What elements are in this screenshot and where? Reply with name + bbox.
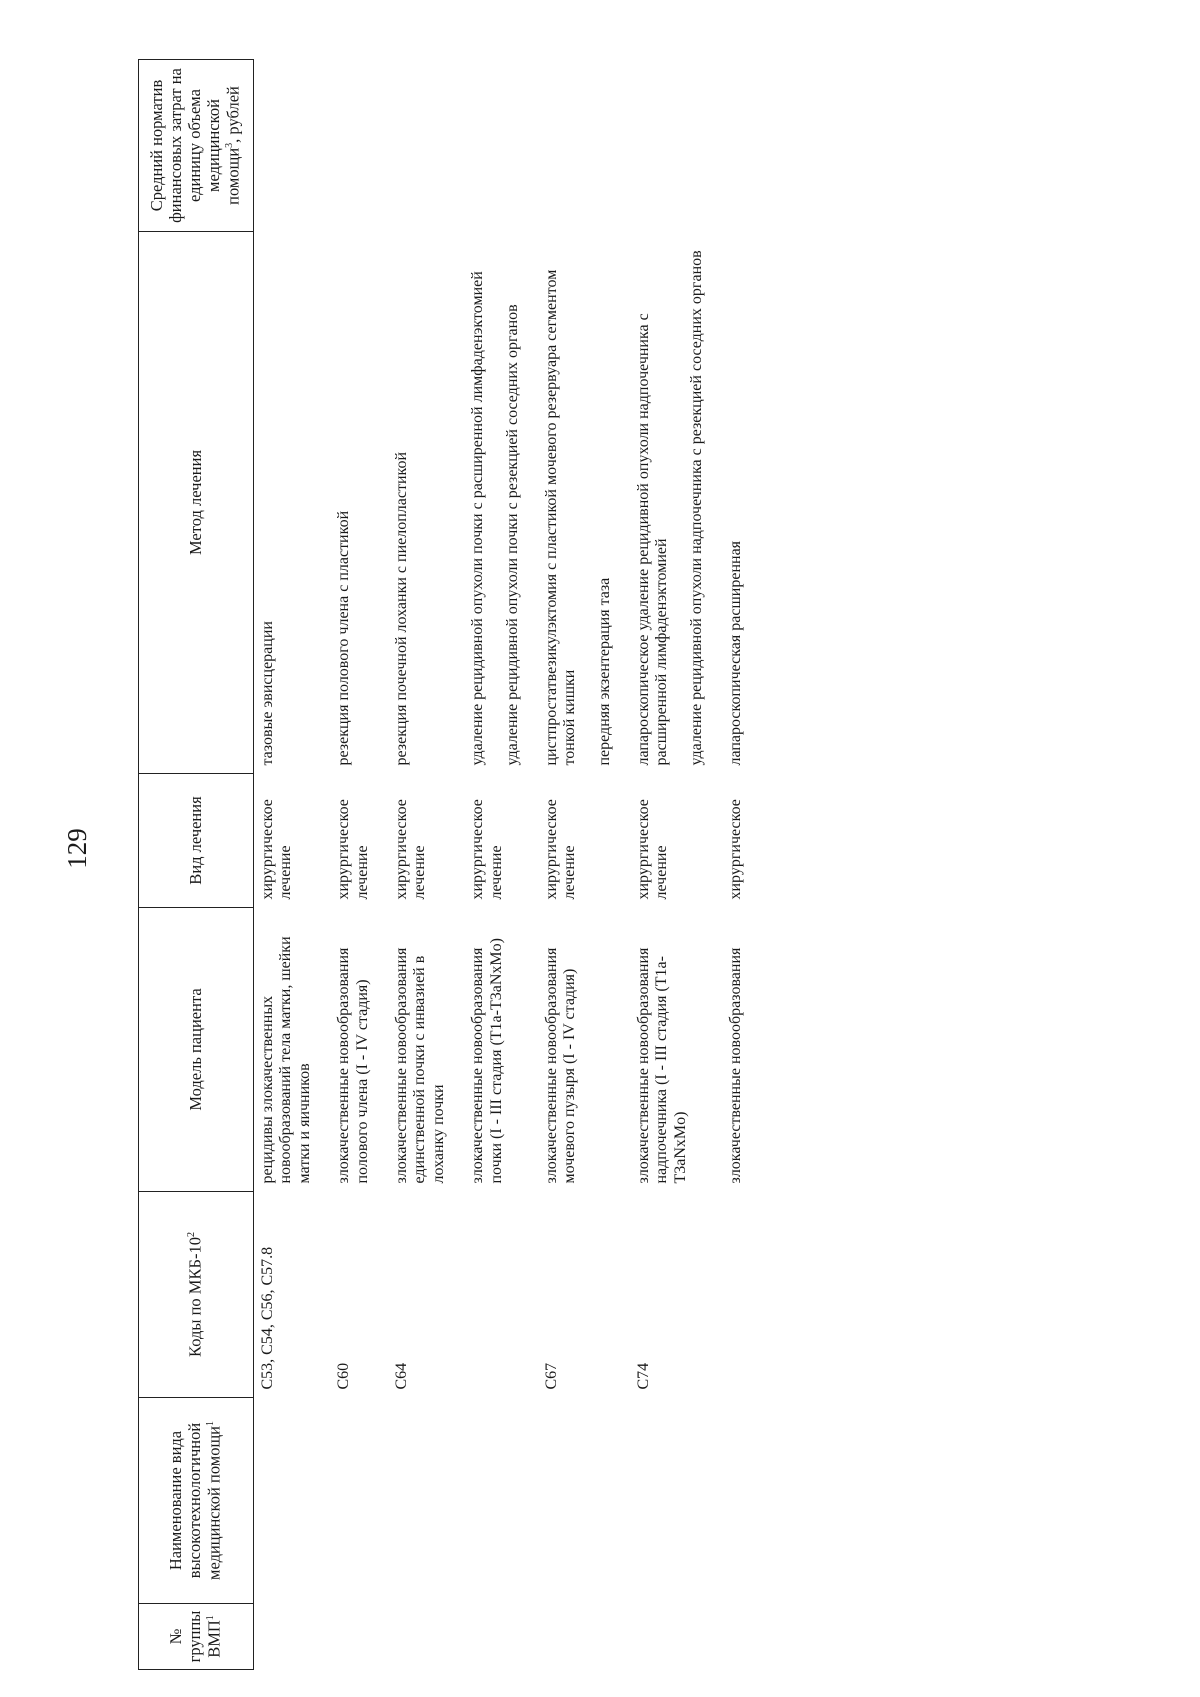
col-header-patient-model: Модель пациента [139,908,254,1192]
method-item: цистпростатвезикулэктомия с пластикой мочевого резервуара сегментом тонкой кишки [542,269,579,766]
table-row [330,60,388,1670]
table-row [254,60,331,1670]
treatment-method-cell [330,232,388,774]
icd-codes-cell: C60 [335,1362,353,1390]
method-item: резекция полового члена с пластикой [335,510,353,766]
treatment-type-cell: хирургическое лечение [392,799,429,900]
method-item: удаление рецидивной опухоли почки с резекцией соседних органов [503,304,521,766]
patient-model-cell: рецидивы злокачественных новообразований тела матки, шейки матки и яичников [259,936,313,1184]
treatment-method-cell [388,232,464,774]
icd-codes-cell: C74 [635,1362,653,1390]
method-item: резекция почечной лоханки с пиелопластикой [392,451,410,766]
patient-model-cell: злокачественные новообразования мочевого пузыря (I - IV стадия) [542,947,579,1184]
treatment-method-cell [722,232,761,774]
col-header-treatment-type: Вид лечения [139,774,254,908]
col-header-icd-codes: Коды по МКБ-$10^2$ [139,1192,254,1398]
treatment-type-cell: хирургическое лечение [542,799,579,900]
table-row [538,60,630,1670]
icd-codes-cell [722,1192,761,1398]
col-header-group-number: № группы ВМП$^1$ [139,1604,254,1670]
patient-model-cell: злокачественные новообразования [727,947,745,1184]
table-row [630,60,722,1670]
table-row [722,60,761,1670]
method-item: передняя экзентерация таза [595,577,613,766]
patient-model-cell: злокачественные новообразования надпочечника (I - III стадия (T1a-T3aNxMo) [635,947,689,1184]
icd-codes-cell: C64 [392,1362,410,1390]
table-row [388,60,464,1670]
icd-codes-cell [464,1192,538,1398]
treatment-method-cell [254,232,331,774]
page-number: 129 [62,828,92,869]
col-header-cost-standard: Средний норматив финансовых затрат на единицу объема медицинской помощи$^3$, рублей [139,60,254,232]
method-item: лапароскопическая расширенная [727,540,745,766]
treatment-method-cell [538,232,630,774]
patient-model-cell: злокачественные новообразования полового члена (I - IV стадия) [335,947,371,1184]
col-header-vmp-name: Наименование вида высокотехнологичной медицинской помощи$^1$ [139,1398,254,1604]
treatment-type-cell: хирургическое лечение [635,799,671,900]
treatment-type-cell: хирургическое лечение [469,799,505,900]
treatment-method-cell [464,232,538,774]
table-row [464,60,538,1670]
table-header-row [139,60,254,1670]
icd-codes-cell: C67 [542,1362,560,1390]
method-item: удаление рецидивной опухоли надпочечника с резекцией соседних органов [687,250,705,766]
treatment-type-cell: хирургическое лечение [335,799,371,900]
col-header-treatment-method: Метод лечения [139,232,254,774]
patient-model-cell: злокачественные новообразования почки (I - III стадия (T1a-T3aNxMo) [469,938,505,1184]
treatment-table [138,59,762,1670]
icd-codes-cell: C53, C54, C56, C57.8 [259,1246,276,1390]
method-item: лапароскопическое удаление рецидивной опухоли надпочечника с расширенной лимфаденэктомией [635,313,671,766]
treatment-method-cell [630,232,722,774]
patient-model-cell: злокачественные новообразования единственной почки с инвазией в лоханку почки [392,947,447,1184]
treatment-type-cell: хирургическое [727,799,745,900]
method-item: удаление рецидивной опухоли почки с расширенной лимфаденэктомией [469,271,487,766]
treatment-type-cell: хирургическое лечение [259,799,295,900]
method-item: тазовые эвисцерации [259,621,276,766]
